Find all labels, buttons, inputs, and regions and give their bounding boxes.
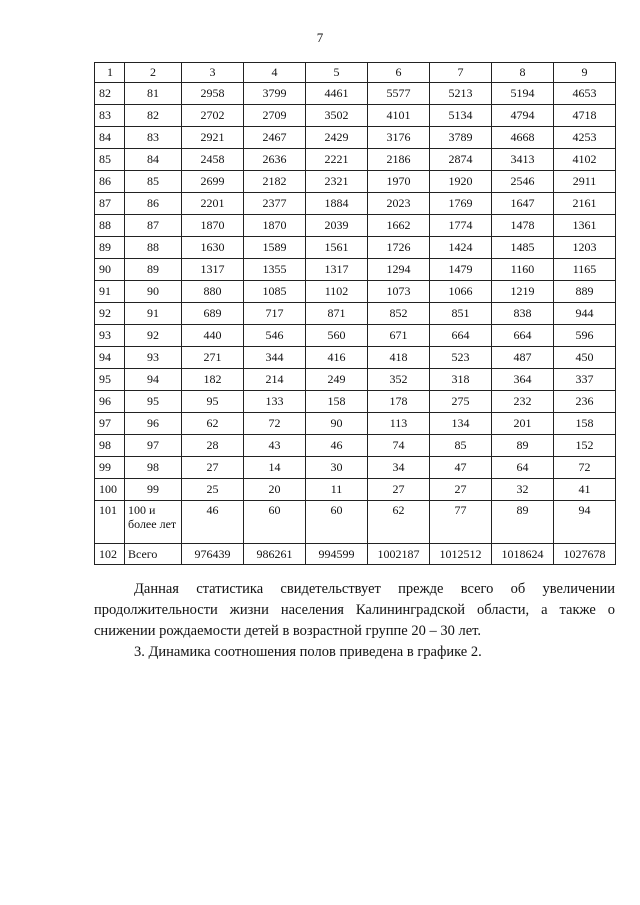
table-cell: 5213 bbox=[430, 83, 492, 105]
table-cell: 271 bbox=[182, 347, 244, 369]
table-cell: 976439 bbox=[182, 544, 244, 565]
table-cell: 2699 bbox=[182, 171, 244, 193]
table-cell: 1018624 bbox=[492, 544, 554, 565]
paragraph-conclusion: Данная статистика свидетельствует прежде всего об увеличении продолжительности жизни населения Калининградской области, а также о снижении рождаемости детей в возрастной группе 20 – 30 лет. bbox=[94, 581, 615, 639]
table-row bbox=[95, 237, 616, 259]
table-cell: 100 bbox=[95, 479, 125, 501]
table-cell: 838 bbox=[492, 303, 554, 325]
table-cell: 671 bbox=[368, 325, 430, 347]
table-cell: 85 bbox=[430, 435, 492, 457]
table-cell: 82 bbox=[95, 83, 125, 105]
table-cell: 178 bbox=[368, 391, 430, 413]
table-cell: 98 bbox=[95, 435, 125, 457]
table-header-row bbox=[95, 63, 616, 83]
table-row bbox=[95, 149, 616, 171]
table-cell: 1203 bbox=[554, 237, 616, 259]
table-cell: 152 bbox=[554, 435, 616, 457]
table-cell: 1361 bbox=[554, 215, 616, 237]
table-cell: 5577 bbox=[368, 83, 430, 105]
table-cell: 89 bbox=[492, 435, 554, 457]
table-cell: 1870 bbox=[182, 215, 244, 237]
table-cell: 2023 bbox=[368, 193, 430, 215]
table-cell: 102 bbox=[95, 544, 125, 565]
table-cell: 95 bbox=[182, 391, 244, 413]
table-cell: 664 bbox=[492, 325, 554, 347]
table-cell: 2221 bbox=[306, 149, 368, 171]
table-cell: 689 bbox=[182, 303, 244, 325]
table-cell: 81 bbox=[125, 83, 182, 105]
table-cell: 7 bbox=[430, 63, 492, 83]
statistics-table bbox=[94, 62, 616, 565]
table-cell: 92 bbox=[125, 325, 182, 347]
table-cell: 1002187 bbox=[368, 544, 430, 565]
table-cell: 94 bbox=[125, 369, 182, 391]
table-cell: 2911 bbox=[554, 171, 616, 193]
table-cell: 2546 bbox=[492, 171, 554, 193]
table-row bbox=[95, 501, 616, 544]
table-cell: 1085 bbox=[244, 281, 306, 303]
table-cell: 92 bbox=[95, 303, 125, 325]
table-row bbox=[95, 105, 616, 127]
table-cell: 416 bbox=[306, 347, 368, 369]
table-cell: 94 bbox=[95, 347, 125, 369]
table-row bbox=[95, 325, 616, 347]
table-cell: 214 bbox=[244, 369, 306, 391]
table-cell: 72 bbox=[554, 457, 616, 479]
table-row bbox=[95, 281, 616, 303]
table-row bbox=[95, 391, 616, 413]
table-cell: 2636 bbox=[244, 149, 306, 171]
table-cell: 3413 bbox=[492, 149, 554, 171]
table-cell: 2321 bbox=[306, 171, 368, 193]
table-cell: 450 bbox=[554, 347, 616, 369]
table-cell: 99 bbox=[95, 457, 125, 479]
table-cell: 2921 bbox=[182, 127, 244, 149]
table-cell: 82 bbox=[125, 105, 182, 127]
table-cell: 28 bbox=[182, 435, 244, 457]
table-cell: 2874 bbox=[430, 149, 492, 171]
table-cell: 2161 bbox=[554, 193, 616, 215]
table-cell: 236 bbox=[554, 391, 616, 413]
table-cell: 3176 bbox=[368, 127, 430, 149]
table-cell: 232 bbox=[492, 391, 554, 413]
table-cell: 4253 bbox=[554, 127, 616, 149]
table-cell: 46 bbox=[182, 501, 244, 544]
table-cell: 4 bbox=[244, 63, 306, 83]
table-cell: 3799 bbox=[244, 83, 306, 105]
table-cell: 2186 bbox=[368, 149, 430, 171]
table-cell: 364 bbox=[492, 369, 554, 391]
table-cell: 2039 bbox=[306, 215, 368, 237]
table-cell: 90 bbox=[125, 281, 182, 303]
table-cell: 34 bbox=[368, 457, 430, 479]
table-cell: 95 bbox=[95, 369, 125, 391]
table-cell: 94 bbox=[554, 501, 616, 544]
table-cell: 1630 bbox=[182, 237, 244, 259]
table-cell: 2201 bbox=[182, 193, 244, 215]
table-cell: 4718 bbox=[554, 105, 616, 127]
table-cell: 74 bbox=[368, 435, 430, 457]
table-cell: 133 bbox=[244, 391, 306, 413]
table-cell: 46 bbox=[306, 435, 368, 457]
table-cell: 2702 bbox=[182, 105, 244, 127]
table-cell: 1920 bbox=[430, 171, 492, 193]
table-cell: 134 bbox=[430, 413, 492, 435]
table-row bbox=[95, 215, 616, 237]
table-cell: 30 bbox=[306, 457, 368, 479]
table-cell: 1317 bbox=[306, 259, 368, 281]
table-cell: 85 bbox=[125, 171, 182, 193]
table-cell: 5134 bbox=[430, 105, 492, 127]
table-cell: 4101 bbox=[368, 105, 430, 127]
table-cell: 1561 bbox=[306, 237, 368, 259]
table-cell: 27 bbox=[182, 457, 244, 479]
table-cell: 89 bbox=[95, 237, 125, 259]
table-cell: 1662 bbox=[368, 215, 430, 237]
table-cell: 318 bbox=[430, 369, 492, 391]
table-cell: 1165 bbox=[554, 259, 616, 281]
table-cell: 77 bbox=[430, 501, 492, 544]
table-cell: 4668 bbox=[492, 127, 554, 149]
table-cell: 64 bbox=[492, 457, 554, 479]
table-cell: 27 bbox=[430, 479, 492, 501]
table-cell: 2958 bbox=[182, 83, 244, 105]
table-cell: 93 bbox=[95, 325, 125, 347]
table-row bbox=[95, 457, 616, 479]
table-cell: 889 bbox=[554, 281, 616, 303]
table-cell: 1066 bbox=[430, 281, 492, 303]
table-cell: 32 bbox=[492, 479, 554, 501]
table-cell: 182 bbox=[182, 369, 244, 391]
table-cell: 1317 bbox=[182, 259, 244, 281]
table-cell: 72 bbox=[244, 413, 306, 435]
table-cell: 83 bbox=[125, 127, 182, 149]
table-cell: 560 bbox=[306, 325, 368, 347]
table-cell: 1970 bbox=[368, 171, 430, 193]
table-cell: 96 bbox=[95, 391, 125, 413]
table-cell: 91 bbox=[95, 281, 125, 303]
table-cell: 83 bbox=[95, 105, 125, 127]
table-cell: 487 bbox=[492, 347, 554, 369]
table-cell: 6 bbox=[368, 63, 430, 83]
table-cell: 41 bbox=[554, 479, 616, 501]
table-total-row bbox=[95, 544, 616, 565]
table-cell: 1424 bbox=[430, 237, 492, 259]
table-cell: 2467 bbox=[244, 127, 306, 149]
table-cell: 440 bbox=[182, 325, 244, 347]
table-body bbox=[95, 63, 616, 565]
table-cell: 98 bbox=[125, 457, 182, 479]
table-cell: 86 bbox=[125, 193, 182, 215]
table-cell: 2429 bbox=[306, 127, 368, 149]
table-cell: 4102 bbox=[554, 149, 616, 171]
table-cell: 95 bbox=[125, 391, 182, 413]
table-cell: 47 bbox=[430, 457, 492, 479]
table-cell: 87 bbox=[95, 193, 125, 215]
table-cell: 275 bbox=[430, 391, 492, 413]
table-cell: 62 bbox=[182, 413, 244, 435]
table-cell: 596 bbox=[554, 325, 616, 347]
table-cell: 2182 bbox=[244, 171, 306, 193]
table-cell: 84 bbox=[95, 127, 125, 149]
table-row bbox=[95, 127, 616, 149]
table-cell: 91 bbox=[125, 303, 182, 325]
table-cell: 1160 bbox=[492, 259, 554, 281]
table-cell: 20 bbox=[244, 479, 306, 501]
table-cell: 89 bbox=[125, 259, 182, 281]
table-cell: 249 bbox=[306, 369, 368, 391]
table-row bbox=[95, 193, 616, 215]
table-cell: 2 bbox=[125, 63, 182, 83]
table-cell: 60 bbox=[244, 501, 306, 544]
table-cell: 90 bbox=[95, 259, 125, 281]
table-cell: 90 bbox=[306, 413, 368, 435]
table-cell: 352 bbox=[368, 369, 430, 391]
table-cell: 944 bbox=[554, 303, 616, 325]
table-cell: 1073 bbox=[368, 281, 430, 303]
table-cell: 9 bbox=[554, 63, 616, 83]
table-row bbox=[95, 435, 616, 457]
table-cell: 1294 bbox=[368, 259, 430, 281]
table-row bbox=[95, 83, 616, 105]
table-row bbox=[95, 259, 616, 281]
table-cell: 994599 bbox=[306, 544, 368, 565]
table-cell: 97 bbox=[125, 435, 182, 457]
table-cell: 871 bbox=[306, 303, 368, 325]
table-cell: 101 bbox=[95, 501, 125, 544]
table-cell: 1589 bbox=[244, 237, 306, 259]
table-cell: 4461 bbox=[306, 83, 368, 105]
table-cell: 201 bbox=[492, 413, 554, 435]
table-cell: 97 bbox=[95, 413, 125, 435]
table-cell: 5194 bbox=[492, 83, 554, 105]
table-row bbox=[95, 369, 616, 391]
table-cell: 1884 bbox=[306, 193, 368, 215]
table-cell: 2377 bbox=[244, 193, 306, 215]
table-cell: 3502 bbox=[306, 105, 368, 127]
table-cell: 546 bbox=[244, 325, 306, 347]
table-cell: 1485 bbox=[492, 237, 554, 259]
table-cell: 88 bbox=[95, 215, 125, 237]
table-row bbox=[95, 171, 616, 193]
table-cell: 86 bbox=[95, 171, 125, 193]
table-cell: 851 bbox=[430, 303, 492, 325]
table-cell: 11 bbox=[306, 479, 368, 501]
table-row bbox=[95, 479, 616, 501]
table-cell: 852 bbox=[368, 303, 430, 325]
table-cell: 27 bbox=[368, 479, 430, 501]
table-cell: 60 bbox=[306, 501, 368, 544]
table-cell: 1774 bbox=[430, 215, 492, 237]
table-cell: 43 bbox=[244, 435, 306, 457]
table-cell: 2709 bbox=[244, 105, 306, 127]
table-cell: 93 bbox=[125, 347, 182, 369]
table-cell: 880 bbox=[182, 281, 244, 303]
table-cell: 664 bbox=[430, 325, 492, 347]
table-row bbox=[95, 347, 616, 369]
table-cell: 337 bbox=[554, 369, 616, 391]
table-cell: 1102 bbox=[306, 281, 368, 303]
table-cell: 113 bbox=[368, 413, 430, 435]
table-cell: 100 и более лет bbox=[125, 501, 182, 544]
table-cell: 1219 bbox=[492, 281, 554, 303]
table-cell: 986261 bbox=[244, 544, 306, 565]
table-cell: Всего bbox=[125, 544, 182, 565]
table-cell: 1726 bbox=[368, 237, 430, 259]
table-cell: 1870 bbox=[244, 215, 306, 237]
table-cell: 3 bbox=[182, 63, 244, 83]
table-cell: 1355 bbox=[244, 259, 306, 281]
table-cell: 88 bbox=[125, 237, 182, 259]
table-cell: 158 bbox=[554, 413, 616, 435]
table-cell: 523 bbox=[430, 347, 492, 369]
paragraph-sex-ratio: 3. Динамика соотношения полов приведена в графике 2. bbox=[134, 644, 482, 660]
table-cell: 87 bbox=[125, 215, 182, 237]
table-cell: 4794 bbox=[492, 105, 554, 127]
table-cell: 1012512 bbox=[430, 544, 492, 565]
table-row bbox=[95, 413, 616, 435]
table-cell: 8 bbox=[492, 63, 554, 83]
table-cell: 5 bbox=[306, 63, 368, 83]
table-cell: 14 bbox=[244, 457, 306, 479]
table-cell: 62 bbox=[368, 501, 430, 544]
body-text bbox=[94, 579, 615, 663]
page-number: 7 bbox=[316, 30, 324, 45]
table-cell: 89 bbox=[492, 501, 554, 544]
table-cell: 1769 bbox=[430, 193, 492, 215]
table-cell: 99 bbox=[125, 479, 182, 501]
table-cell: 418 bbox=[368, 347, 430, 369]
table-cell: 96 bbox=[125, 413, 182, 435]
table-cell: 85 bbox=[95, 149, 125, 171]
table-cell: 717 bbox=[244, 303, 306, 325]
table-cell: 4653 bbox=[554, 83, 616, 105]
table-cell: 1647 bbox=[492, 193, 554, 215]
table-cell: 1479 bbox=[430, 259, 492, 281]
table-cell: 344 bbox=[244, 347, 306, 369]
table-cell: 1027678 bbox=[554, 544, 616, 565]
table-cell: 84 bbox=[125, 149, 182, 171]
table-cell: 1 bbox=[95, 63, 125, 83]
table-cell: 158 bbox=[306, 391, 368, 413]
table-cell: 25 bbox=[182, 479, 244, 501]
table-cell: 3789 bbox=[430, 127, 492, 149]
table-cell: 1478 bbox=[492, 215, 554, 237]
table-cell: 2458 bbox=[182, 149, 244, 171]
table-row bbox=[95, 303, 616, 325]
